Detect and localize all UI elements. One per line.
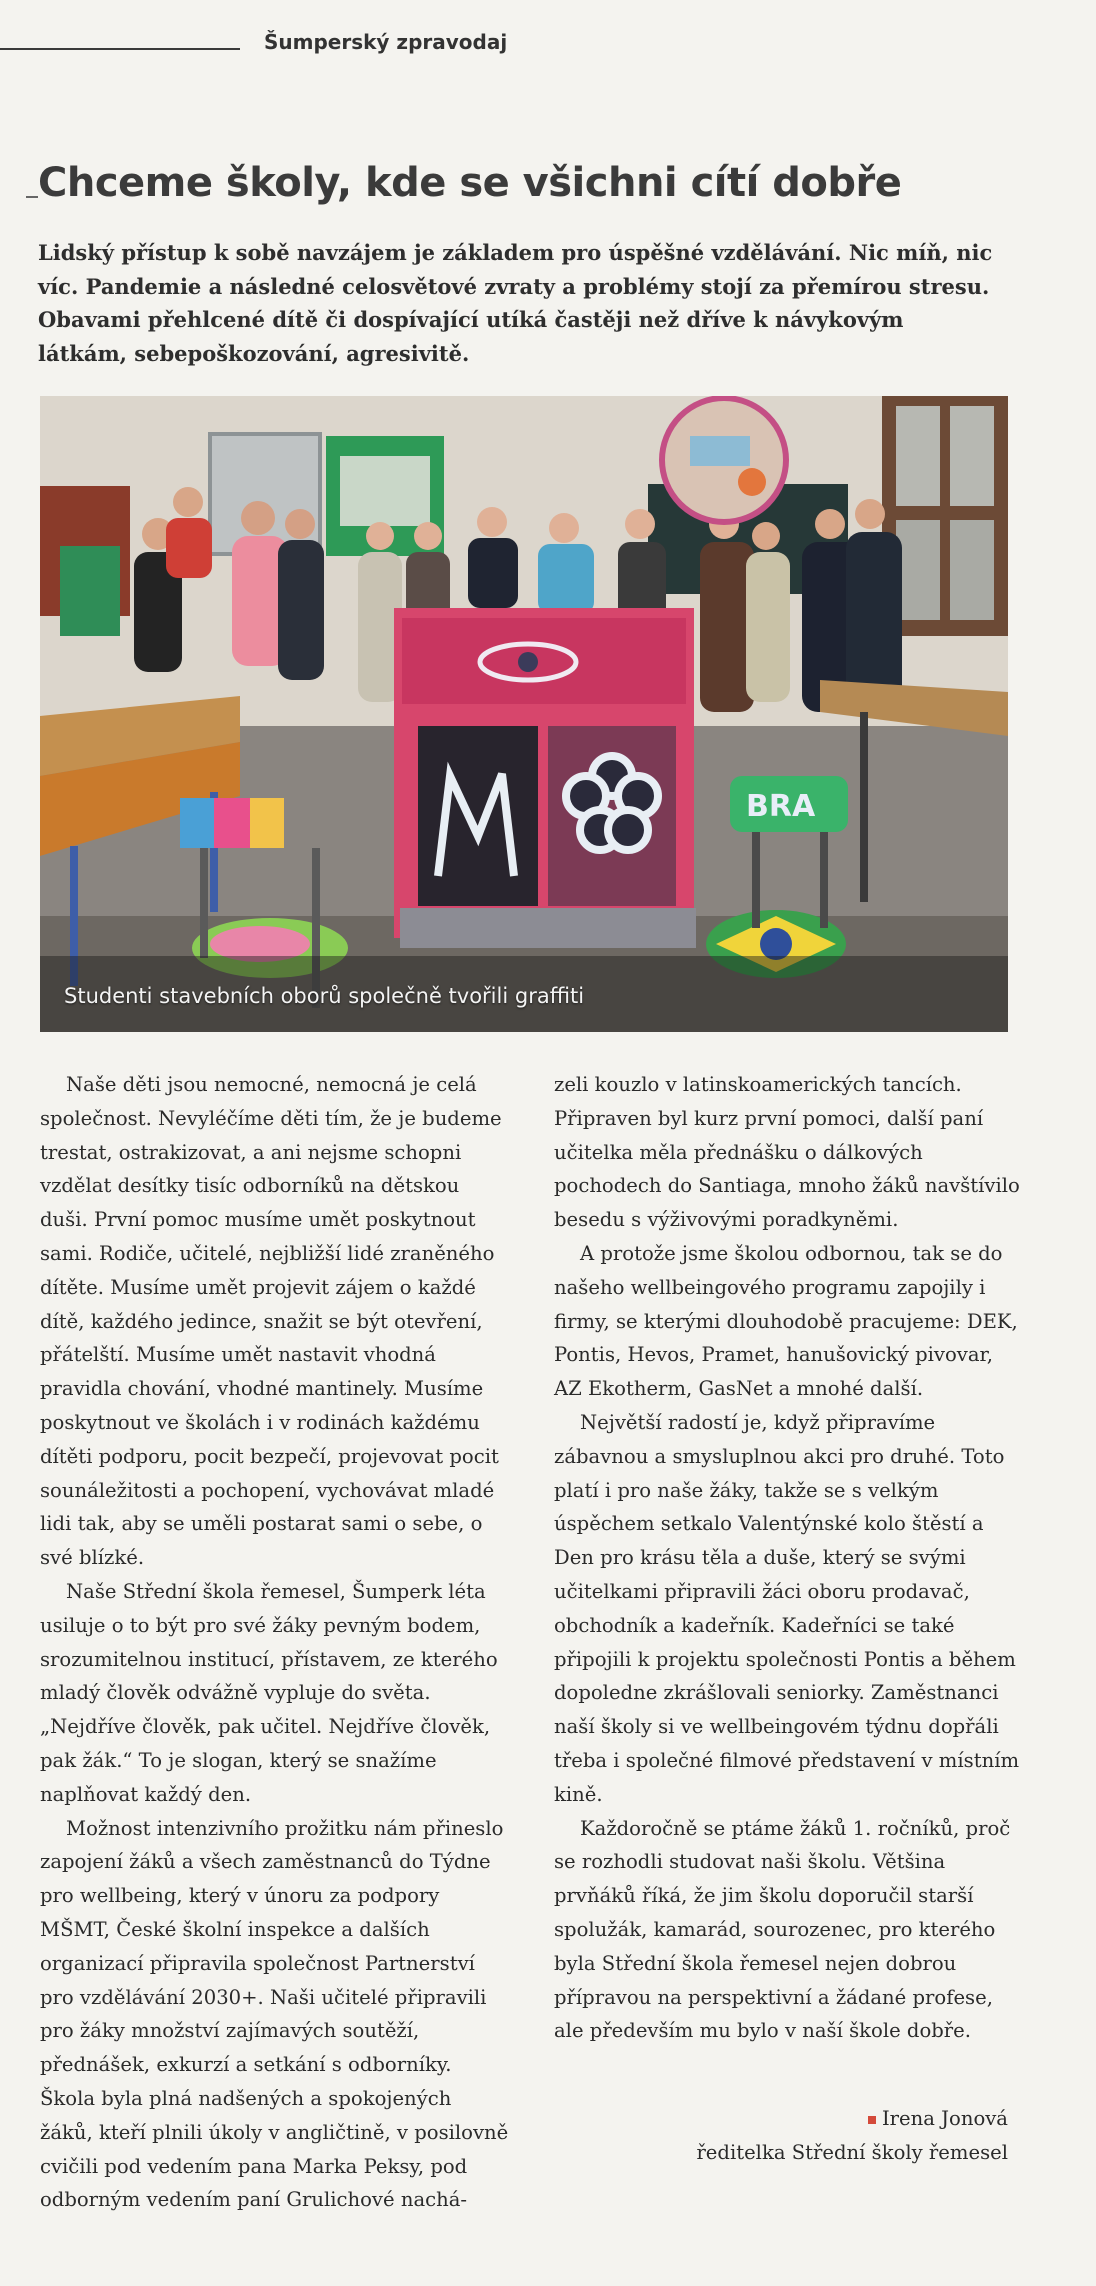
author-bullet <box>868 2116 876 2124</box>
article-lead: Lidský přístup k sobě navzájem je základem pro úspěšné vzdělávání. Nic míň, nic víc. Pandemie a následné celosvětové zvraty a problémy stojí za přemírou stresu. Obavami přehlcené dítě či dospívající utíká častěji než dříve k návykovým látkám, sebepoškozování, agresivitě. <box>38 240 993 366</box>
body-paragraph: Naše Střední škola řemesel, Šumperk léta usiluje o to být pro své žáky pevným bodem, srozumitelnou institucí, přístavem, ze kterého mladý člověk odvážně vypluje do světa. „Nejdříve člověk, pak učitel. Nejdříve člověk, pak žák.“ To je slogan, který se snažíme naplňovat každý den. <box>40 1579 498 1806</box>
body-paragraph: Největší radostí je, když připravíme zábavnou a smysluplnou akci pro druhé. Toto platí i pro naše žáky, takže se s velkým úspěchem setkalo Valentýnské kolo štěstí a Den pro krásu těla a duše, který se svými učitelkami připravili žáci oboru prodavač, obchodník a kadeřník. Kadeřníci se také připojili k projektu společnosti Pontis a během dopoledne zkrášlovali seniorky. Zaměstnanci naší školy si ve wellbeingovém týdnu dopřáli třeba i společné filmové představení v místním kině. <box>554 1410 1020 1806</box>
author-signature <box>580 2102 1008 2170</box>
magazine-name: Šumperský zpravodaj <box>264 30 508 54</box>
author-role: ředitelka Střední školy řemesel <box>696 2141 1008 2164</box>
photo-caption: Studenti stavebních oborů společně tvořili graffiti <box>64 984 585 1008</box>
body-paragraph: Naše děti jsou nemocné, nemocná je celá společnost. Nevyléčíme děti tím, že je budeme trestat, ostrakizovat, a ani nejsme schopni vzdělat desítky tisíc odborníků na dětskou duši. První pomoc musíme umět poskytnout sami. Rodiče, učitelé, nejbližší lidé zraněného dítěte. Musíme umět projevit zájem o každé dítě, každého jedince, snažit se být otevření, přátelští. Musíme umět nastavit vhodná pravidla chování, vhodné mantinely. Musíme poskytnout ve školách i v rodinách každému dítěti podporu, pocit bezpečí, projevovat pocit sounáležitosti a pochopení, vychovávat mladé lidi tak, aby se uměli postarat sami o sebe, o své blízké. <box>40 1073 502 1570</box>
header-rule <box>0 48 240 50</box>
body-paragraph: A protože jsme školou odbornou, tak se do našeho wellbeingového programu zapojily i firmy, se kterými dlouhodobě pracujeme: DEK, Pontis, Hevos, Pramet, hanušovický pivovar, AZ Ekotherm, GasNet a mnohé další. <box>554 1241 1018 1401</box>
article-title: Chceme školy, kde se všichni cítí dobře <box>38 160 902 206</box>
article-column-right <box>554 1068 1024 2048</box>
author-name: Irena Jonová <box>881 2107 1008 2130</box>
title-tick <box>26 196 38 198</box>
article-photo <box>40 396 1008 1032</box>
body-paragraph: Každoročně se ptáme žáků 1. ročníků, proč se rozhodli studovat naši školu. Většina prvňáků říká, že jim školu doporučil starší spolužák, kamarád, sourozenec, pro kterého byla Střední škola řemesel nejen dobrou přípravou na perspektivní a žádané profese, ale především mu bylo v naší škole dobře. <box>554 1816 1011 2043</box>
chair-graffiti-text: BRA <box>746 789 816 824</box>
article-column-left <box>40 1068 510 2217</box>
body-paragraph: zeli kouzlo v latinskoamerických tancích. Připraven byl kurz první pomoci, další paní učitelka měla přednášku o dálkových pochodech do Santiaga, mnoho žáků navštívilo besedu s výživovými poradkyněmi. <box>554 1073 1020 1232</box>
body-paragraph: Možnost intenzivního prožitku nám přineslo zapojení žáků a všech zaměstnanců do Týdne pro wellbeing, který v únoru za podpory MŠMT, České školní inspekce a dalších organizací připravila společnost Partnerství pro vzdělávání 2030+. Naši učitelé připravili pro žáky množství zajímavých soutěží, přednášek, exkurzí a setkání s odborníky. Škola byla plná nadšených a spokojených žáků, kteří plnili úkoly v angličtině, v posilovně cvičili pod vedením pana Marka Peksy, pod odborným vedením paní Grulichové nachá- <box>40 1816 509 2212</box>
photo-illustration <box>40 396 1008 1032</box>
